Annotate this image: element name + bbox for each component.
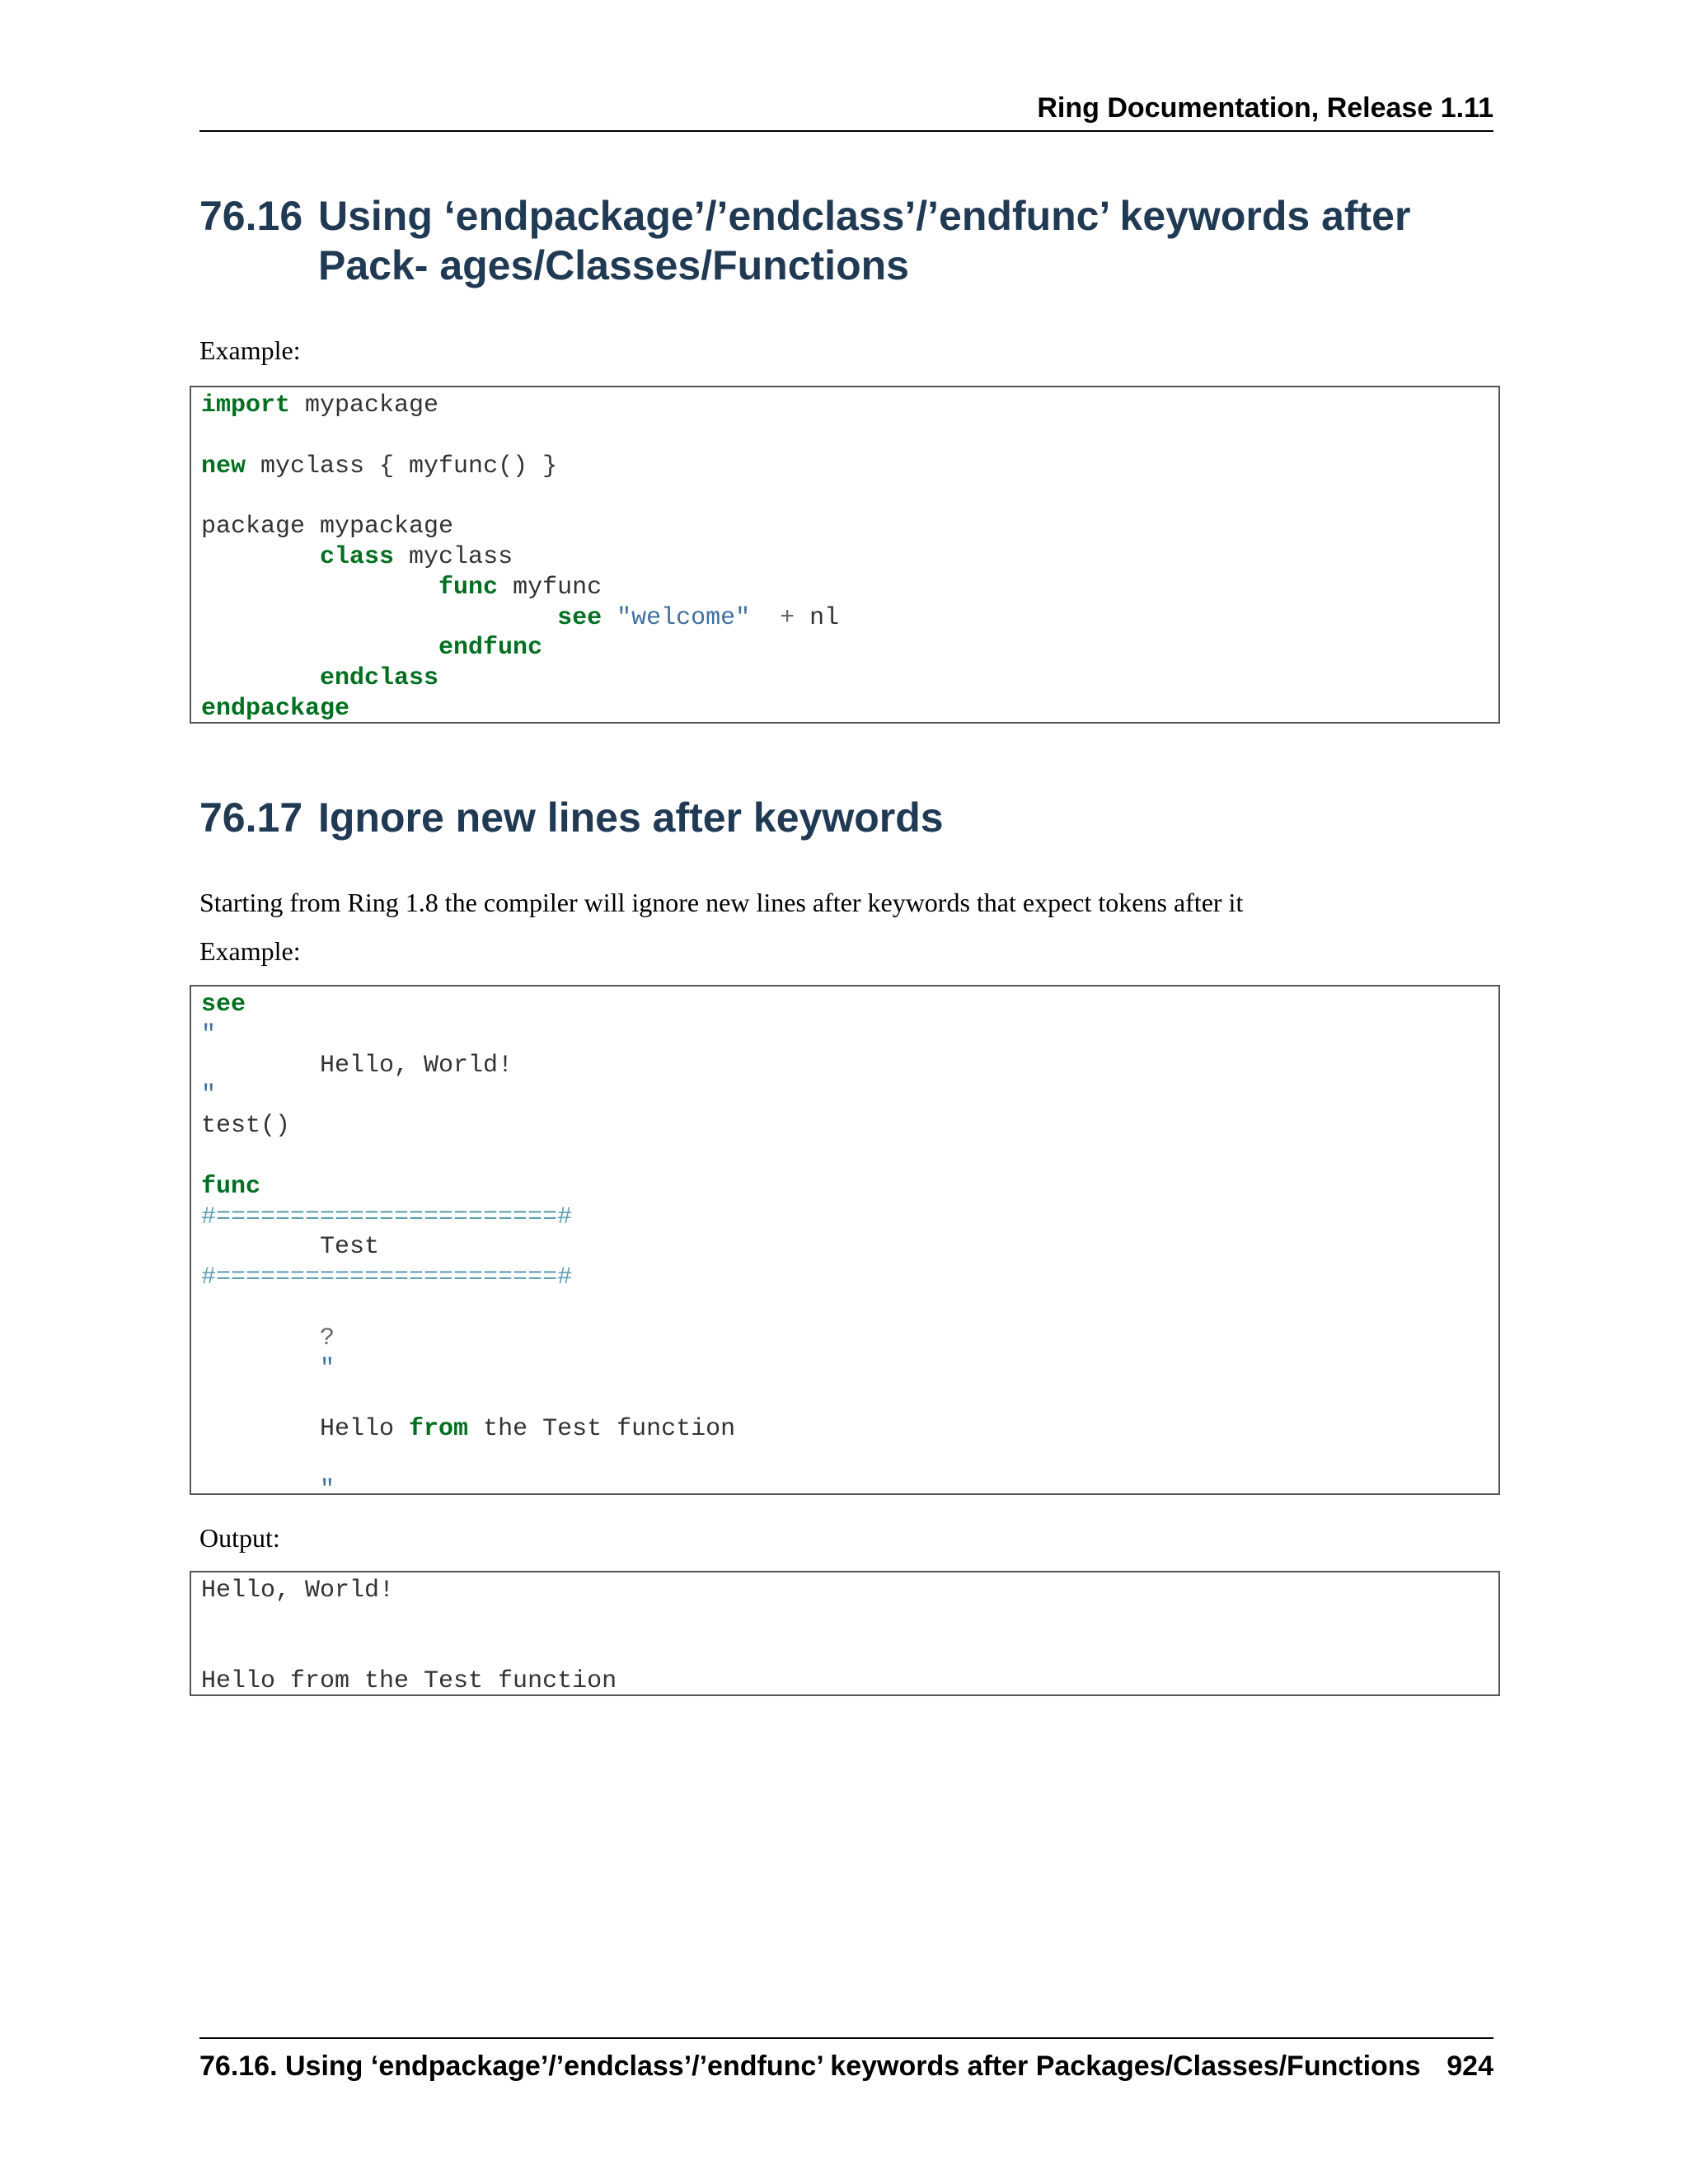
page-number: 924	[1447, 2050, 1493, 2082]
code-line	[201, 481, 1489, 512]
code-text: myfunc	[498, 573, 603, 602]
code-block-output	[190, 1571, 1500, 1696]
code-line	[201, 990, 1489, 1020]
code-operator: +	[780, 603, 795, 632]
example-label: Example:	[199, 936, 301, 966]
code-keyword: func	[438, 573, 499, 602]
code-line	[201, 1637, 1489, 1667]
section-number: 76.16	[199, 193, 303, 239]
code-line	[201, 1354, 1489, 1385]
code-string-literal: "	[320, 1354, 335, 1383]
code-line	[201, 1576, 1489, 1606]
code-keyword: import	[201, 391, 291, 419]
code-line	[201, 633, 1489, 663]
code-line	[201, 1445, 1489, 1475]
section-number: 76.17	[199, 794, 303, 841]
code-line	[201, 1051, 1489, 1081]
code-text	[602, 604, 617, 632]
code-text: myclass { myfunc() }	[246, 452, 558, 480]
code-text	[201, 1355, 320, 1383]
code-line	[201, 421, 1489, 452]
code-line	[201, 1666, 1489, 1697]
code-line	[201, 1172, 1489, 1202]
code-text: mypackage	[290, 391, 439, 419]
code-block-example-1	[190, 386, 1500, 724]
code-line	[201, 1111, 1489, 1141]
code-keyword: endpackage	[201, 694, 350, 723]
code-keyword: see	[201, 991, 246, 1019]
output-label: Output:	[199, 1523, 280, 1553]
code-text: package mypackage	[201, 513, 454, 541]
code-text: nl	[795, 603, 840, 632]
page-footer	[199, 2037, 1493, 2083]
code-keyword: class	[320, 542, 395, 571]
code-line	[201, 1475, 1489, 1506]
code-text	[201, 604, 557, 632]
code-text: the Test function	[468, 1415, 736, 1444]
code-line	[201, 452, 1489, 482]
code-operator: ?	[320, 1324, 335, 1352]
code-line	[201, 1263, 1489, 1293]
code-keyword: new	[201, 452, 246, 480]
code-line	[201, 1324, 1489, 1354]
code-keyword: endfunc	[438, 634, 543, 663]
code-text	[750, 604, 780, 632]
code-line	[201, 663, 1489, 694]
code-text: test()	[201, 1112, 291, 1141]
code-line	[201, 1080, 1489, 1111]
code-string-literal: "	[201, 1081, 217, 1110]
code-text	[201, 1324, 320, 1352]
code-keyword: see	[557, 603, 603, 632]
code-text	[201, 574, 438, 602]
example-label: Example:	[199, 335, 301, 365]
code-line	[201, 1384, 1489, 1414]
page-header	[199, 91, 1493, 132]
footer-text: 76.16. Using ‘endpackage’/’endclass’/’endfunc’ keywords after Packages/Classes/Functions	[199, 2050, 1421, 2082]
section-title: Using ‘endpackage’/’endclass’/’endfunc’ keywords after Pack- ages/Classes/Functions	[318, 193, 1411, 288]
code-line	[201, 391, 1489, 421]
code-comment: #=======================#	[201, 1202, 573, 1231]
code-line	[201, 1202, 1489, 1233]
code-line	[201, 542, 1489, 573]
code-keyword: from	[409, 1415, 469, 1444]
code-keyword: func	[201, 1172, 261, 1201]
code-string-literal: "welcome"	[617, 603, 751, 632]
code-line	[201, 1232, 1489, 1263]
section-heading-76-17	[199, 793, 1498, 842]
code-text	[201, 664, 320, 692]
code-line	[201, 1293, 1489, 1324]
code-line	[201, 1020, 1489, 1051]
code-text: Hello, World!	[201, 1051, 513, 1080]
code-line	[201, 512, 1489, 542]
section-title: Ignore new lines after keywords	[318, 794, 944, 841]
code-line	[201, 603, 1489, 634]
code-line	[201, 1414, 1489, 1445]
code-text: Hello	[201, 1415, 410, 1444]
header-title: Ring Documentation, Release 1.11	[1037, 92, 1493, 124]
code-comment: #=======================#	[201, 1263, 573, 1292]
code-text	[201, 634, 438, 662]
code-line	[201, 1606, 1489, 1637]
code-text: Hello from the Test function	[201, 1667, 617, 1696]
code-string-literal: "	[320, 1475, 335, 1504]
code-block-example-2	[190, 985, 1500, 1504]
code-keyword: endclass	[320, 664, 439, 693]
code-string-literal: "	[201, 1020, 217, 1049]
code-line	[201, 1141, 1489, 1172]
code-line	[201, 573, 1489, 603]
code-text	[201, 1476, 320, 1504]
code-text: Test	[201, 1233, 380, 1262]
code-line	[201, 694, 1489, 724]
code-text: Hello, World!	[201, 1577, 395, 1605]
section-heading-76-16	[199, 191, 1498, 290]
code-text	[201, 543, 320, 571]
code-text: myclass	[394, 542, 513, 571]
section-description: Starting from Ring 1.8 the compiler will ignore new lines after keywords that expect tokens after it	[199, 888, 1244, 917]
